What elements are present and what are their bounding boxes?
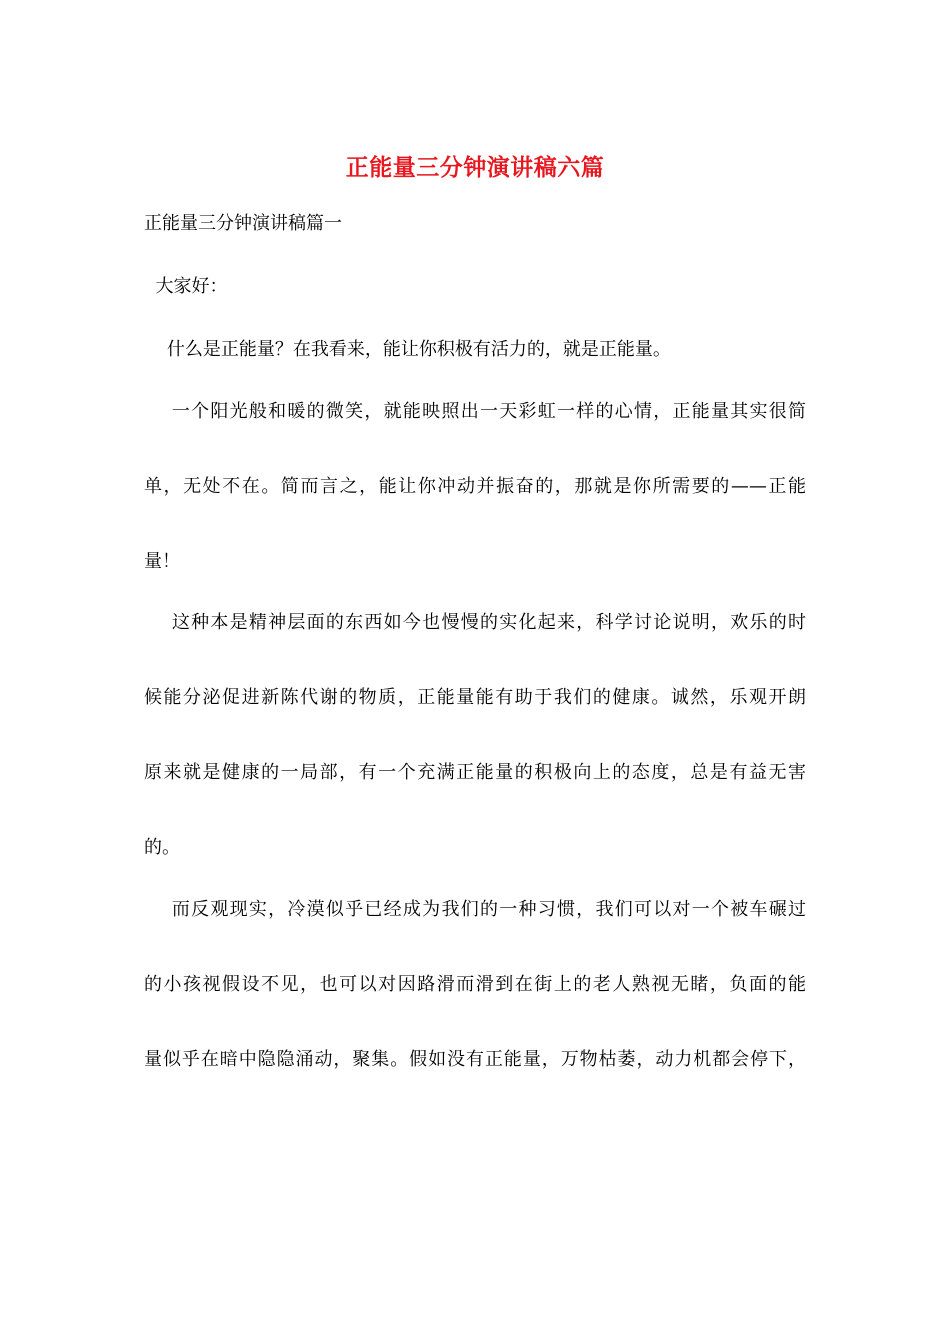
- paragraph-line: 量似乎在暗中隐隐涌动，聚集。假如没有正能量，万物枯萎，动力机都会停下，: [144, 1049, 806, 1070]
- paragraph-line: 的。: [144, 837, 180, 858]
- section-heading: 正能量三分钟演讲稿篇一: [144, 213, 342, 234]
- paragraph-line: 单，无处不在。简而言之，能让你冲动并振奋的，那就是你所需要的——正能: [144, 476, 806, 497]
- paragraph-line: 原来就是健康的一局部，有一个充满正能量的积极向上的态度，总是有益无害: [144, 762, 806, 783]
- paragraph-line: 候能分泌促进新陈代谢的物质，正能量能有助于我们的健康。诚然，乐观开朗: [144, 687, 806, 708]
- document-title: 正能量三分钟演讲稿六篇: [345, 154, 605, 181]
- paragraph-line-greeting: 大家好：: [144, 276, 228, 297]
- paragraph-line: 什么是正能量？在我看来，能让你积极有活力的，就是正能量。: [144, 339, 671, 360]
- paragraph-line: 而反观现实，冷漠似乎已经成为我们的一种习惯，我们可以对一个被车碾过: [144, 899, 806, 920]
- paragraph-line: 量！: [144, 551, 180, 572]
- paragraph-line: 一个阳光般和暖的微笑，就能映照出一天彩虹一样的心情，正能量其实很简: [144, 401, 806, 422]
- paragraph-line: 的小孩视假设不见，也可以对因路滑而滑到在街上的老人熟视无睹，负面的能: [144, 974, 806, 995]
- paragraph-line: 这种本是精神层面的东西如今也慢慢的实化起来，科学讨论说明，欢乐的时: [144, 612, 806, 633]
